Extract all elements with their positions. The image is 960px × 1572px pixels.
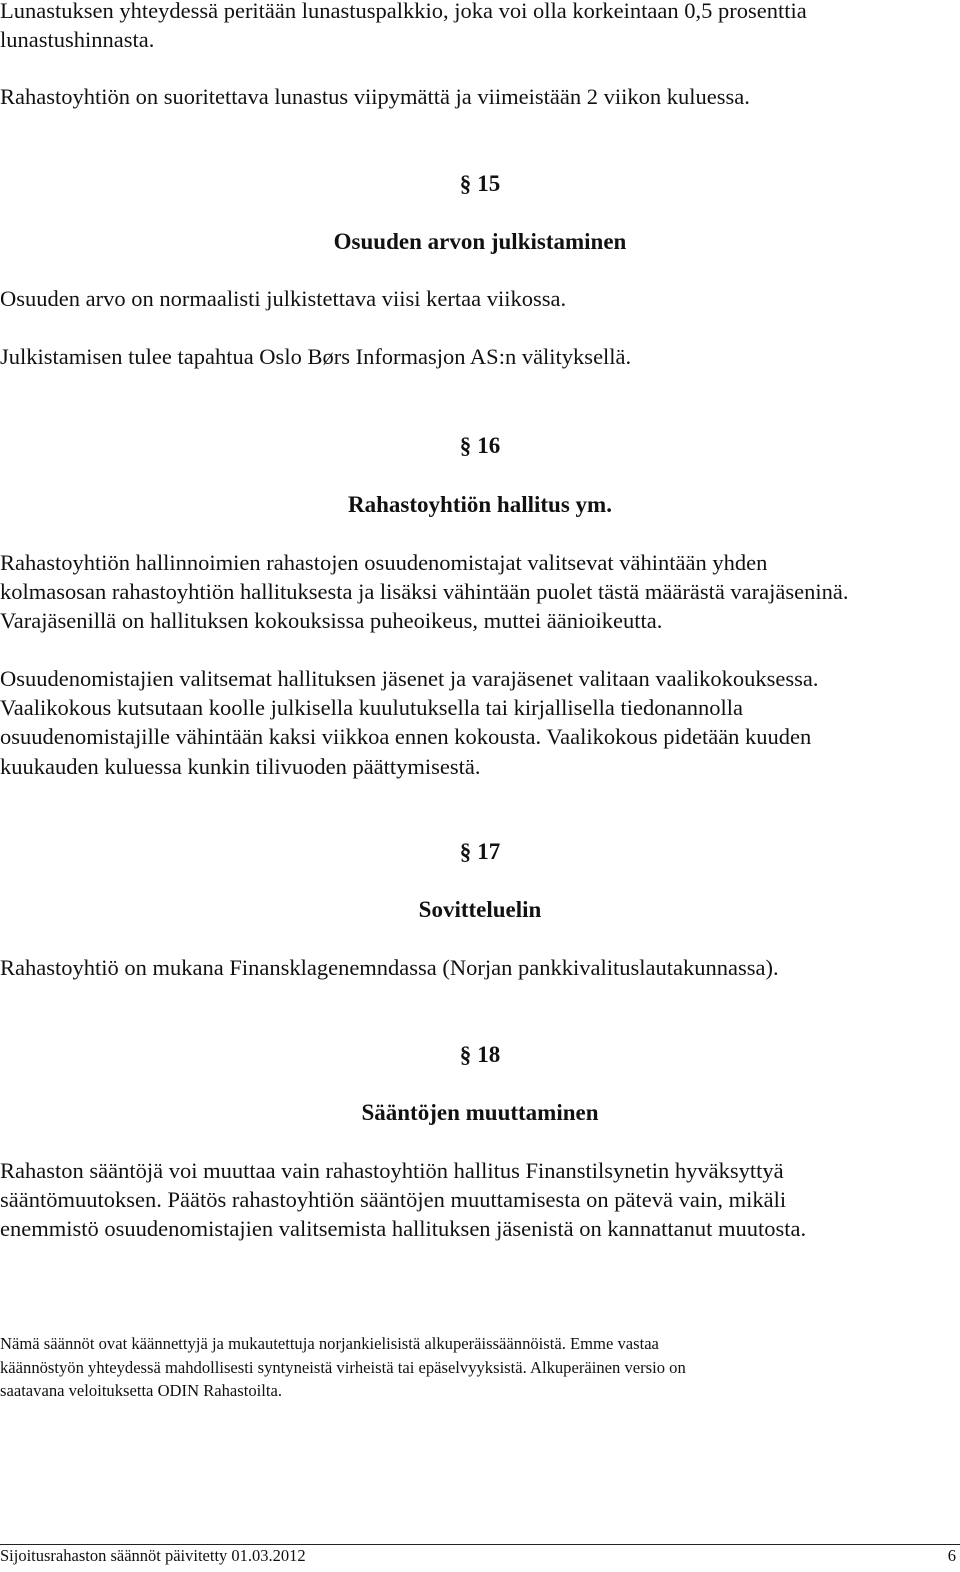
section-18-paragraph-1 <box>0 1156 958 1244</box>
text-line: Rahaston sääntöjä voi muuttaa vain rahastoyhtiön hallitus Finanstilsynetin hyväksyttyä <box>0 1158 784 1183</box>
page-number: 6 <box>947 1546 956 1565</box>
note-line: Nämä säännöt ovat käännettyjä ja mukautettuja norjankielisistä alkuperäissäännöistä. Emme vastaa <box>0 1334 659 1353</box>
section-symbol: § <box>459 171 472 196</box>
text-line: Rahastoyhtiö on mukana Finansklagenemndassa (Norjan pankkivalituslautakunnassa). <box>0 955 779 980</box>
text-line: Rahastoyhtiön on suoritettava lunastus viipymättä ja viimeistään 2 viikon kuluessa. <box>0 84 750 109</box>
section-15-paragraph-2 <box>0 342 958 371</box>
text-line: sääntömuutoksen. Päätös rahastoyhtiön sääntöjen muuttamisesta on pätevä vain, mikäli <box>0 1187 787 1213</box>
text-line: lunastushinnasta. <box>0 27 155 53</box>
section-number: 18 <box>477 1042 501 1067</box>
text-line: enemmistö osuudenomistajien valitsemista hallituksen jäsenistä on kannattanut muutosta. <box>0 1216 807 1242</box>
section-16-paragraph-1 <box>0 548 958 636</box>
text-line: kuukauden kuluessa kunkin tilivuoden päättymisestä. <box>0 753 481 779</box>
section-18-heading <box>0 1040 960 1070</box>
text-line: Osuudenomistajien valitsemat hallituksen jäsenet ja varajäsenet valitaan vaalikokouksessa. <box>0 666 819 691</box>
text-line: Rahastoyhtiön hallinnoimien rahastojen osuudenomistajat valitsevat vähintään yhden <box>0 550 768 575</box>
text-line: Osuuden arvo on normaalisti julkistettava viisi kertaa viikossa. <box>0 286 567 311</box>
section-17-heading <box>0 837 960 867</box>
note-line: saatavana veloituksetta ODIN Rahastoilta. <box>0 1381 283 1400</box>
text-line: Vaalikokous kutsutaan koolle julkisella kuulutuksella tai kirjallisella tiedonannolla <box>0 695 743 721</box>
footer-document-title: Sijoitusrahaston säännöt päivitetty 01.03.2012 <box>0 1546 306 1565</box>
section-symbol: § <box>459 1042 472 1067</box>
section-16-paragraph-2 <box>0 664 958 781</box>
section-15-title: Osuuden arvon julkistaminen <box>333 229 627 254</box>
section-number: 16 <box>477 433 501 458</box>
section-number: 15 <box>477 171 501 196</box>
text-line: Julkistamisen tulee tapahtua Oslo Børs Informasjon AS:n välityksellä. <box>0 344 632 369</box>
note-line: käännöstyön yhteydessä mahdollisesti syntyneistä virheistä tai epäselvyyksistä. Alkuperäinen versio on <box>0 1357 686 1377</box>
section-16-heading <box>0 431 960 461</box>
text-line: kolmasosan rahastoyhtiön hallituksesta ja lisäksi vähintään puolet tästä määrästä varajäseninä. <box>0 579 849 605</box>
section-16-title: Rahastoyhtiön hallitus ym. <box>348 492 612 517</box>
paragraph-redemption-fee <box>0 0 958 54</box>
paragraph-redemption-timing <box>0 82 958 111</box>
section-15-heading <box>0 169 960 199</box>
text-line: osuudenomistajille vähintään kaksi viikkoa ennen kokousta. Vaalikokous pidetään kuuden <box>0 724 812 750</box>
section-17-title: Sovitteluelin <box>418 897 542 922</box>
section-15-paragraph-1 <box>0 284 958 313</box>
section-18-title: Sääntöjen muuttaminen <box>361 1100 599 1125</box>
text-line: Varajäsenillä on hallituksen kokouksissa puheoikeus, muttei äänioikeutta. <box>0 608 663 634</box>
text-line: Lunastuksen yhteydessä peritään lunastuspalkkio, joka voi olla korkeintaan 0,5 prosenttia <box>0 0 807 23</box>
translation-note <box>0 1332 960 1403</box>
section-symbol: § <box>459 839 472 864</box>
section-17-paragraph-1 <box>0 953 958 982</box>
section-symbol: § <box>459 433 472 458</box>
section-number: 17 <box>477 839 501 864</box>
